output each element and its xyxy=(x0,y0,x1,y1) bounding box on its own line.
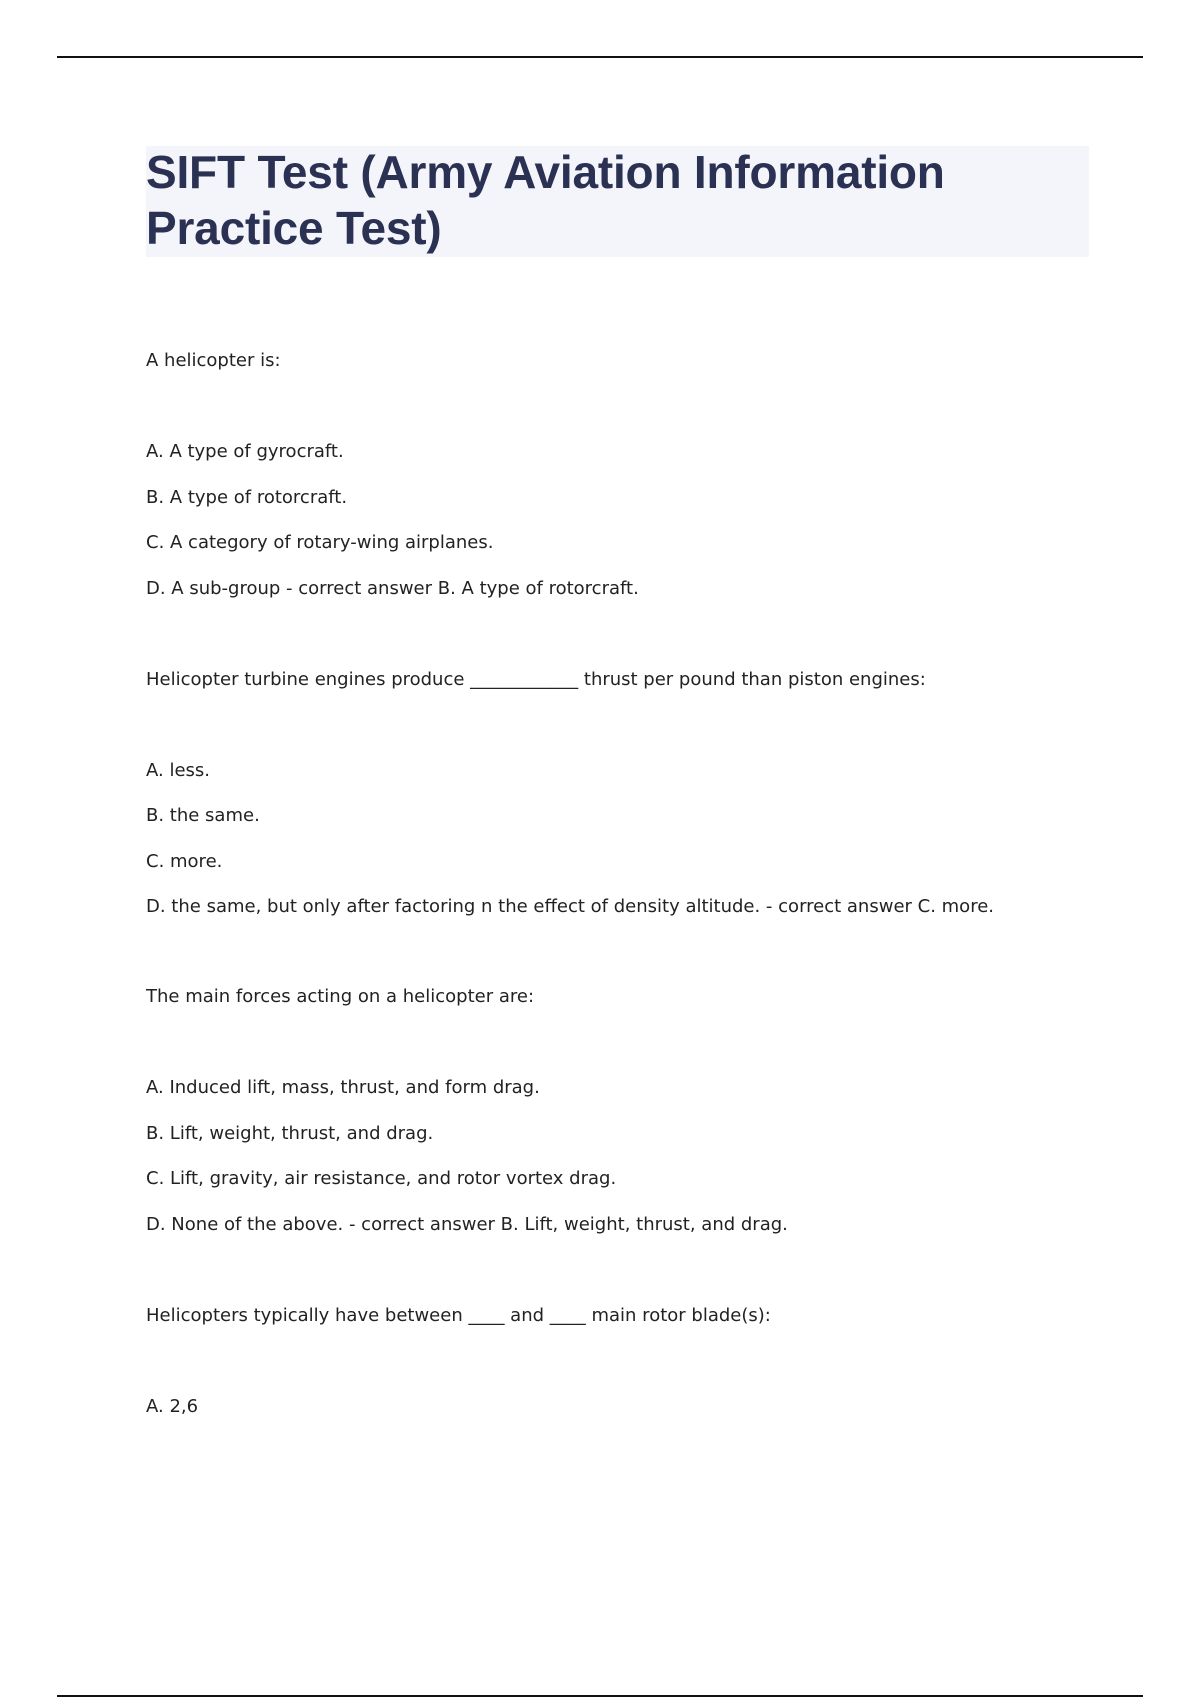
question-1-option-d: D. A sub-group - correct answer B. A type of rotorcraft. xyxy=(146,578,639,599)
question-1-option-a: A. A type of gyrocraft. xyxy=(146,441,344,462)
question-4-prompt: Helicopters typically have between ____ and ____ main rotor blade(s): xyxy=(146,1305,771,1326)
document-title: SIFT Test (Army Aviation Information Practice Test) xyxy=(146,146,945,254)
question-1-option-b: B. A type of rotorcraft. xyxy=(146,487,348,508)
question-3-option-d: D. None of the above. - correct answer B. Lift, weight, thrust, and drag. xyxy=(146,1214,788,1235)
question-3-option-c: C. Lift, gravity, air resistance, and rotor vortex drag. xyxy=(146,1168,617,1189)
question-3-option-b: B. Lift, weight, thrust, and drag. xyxy=(146,1123,434,1144)
question-4-option-a: A. 2,6 xyxy=(146,1396,199,1417)
top-divider xyxy=(57,56,1143,58)
question-3-prompt: The main forces acting on a helicopter are: xyxy=(146,986,535,1007)
question-2-option-a: A. less. xyxy=(146,760,210,781)
question-1-prompt: A helicopter is: xyxy=(146,350,281,371)
question-2-option-b: B. the same. xyxy=(146,805,260,826)
bottom-divider xyxy=(57,1695,1143,1697)
question-2-option-c: C. more. xyxy=(146,851,223,872)
question-3-option-a: A. Induced lift, mass, thrust, and form drag. xyxy=(146,1077,540,1098)
question-1-option-c: C. A category of rotary-wing airplanes. xyxy=(146,532,494,553)
question-2-option-d: D. the same, but only after factoring n the effect of density altitude. - correct answer C. more. xyxy=(146,896,994,917)
question-2-prompt: Helicopter turbine engines produce ____________ thrust per pound than piston engines: xyxy=(146,669,926,690)
